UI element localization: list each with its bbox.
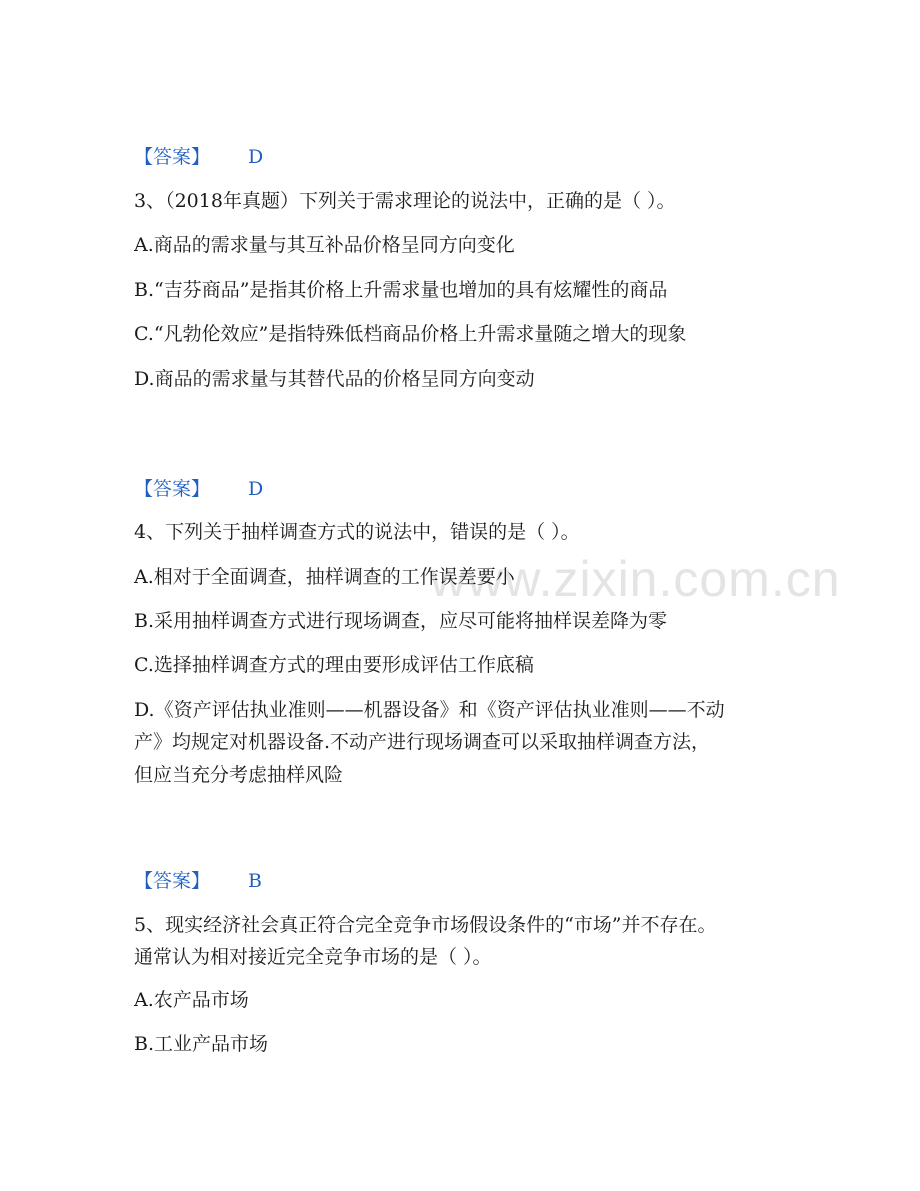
option-4b: B.采用抽样调查方式进行现场调查，应尽可能将抽样误差降为零	[134, 610, 668, 632]
question-3: 3、（2018年真题）下列关于需求理论的说法中，正确的是（ ）。	[134, 190, 676, 212]
option-3c: C.“凡勃伦效应”是指特殊低档商品价格上升需求量随之增大的现象	[134, 323, 687, 345]
question-4: 4、下列关于抽样调查方式的说法中，错误的是（ ）。	[134, 521, 580, 543]
answer-value: B	[248, 870, 262, 892]
watermark: www.zixin.com.cn	[430, 551, 841, 607]
option-3a: A.商品的需求量与其互补品价格呈同方向变化	[134, 234, 515, 256]
option-5b: B.工业产品市场	[134, 1033, 269, 1055]
question-5-line1: 5、现实经济社会真正符合完全竞争市场假设条件的“市场”并不存在。	[134, 914, 717, 936]
option-4d-line1: D.《资产评估执业准则——机器设备》和《资产评估执业准则——不动	[134, 699, 725, 721]
option-4d-line3: 但应当充分考虑抽样风险	[134, 764, 344, 786]
answer-2	[134, 478, 264, 500]
option-4c: C.选择抽样调查方式的理由要形成评估工作底稿	[134, 654, 534, 676]
answer-label: 【答案】	[134, 478, 211, 500]
answer-value: D	[248, 478, 264, 500]
answer-3	[134, 870, 262, 892]
answer-label: 【答案】	[134, 146, 211, 168]
option-4d-line2: 产》均规定对机器设备.不动产进行现场调查可以采取抽样调查方法，	[134, 731, 711, 753]
answer-1	[134, 146, 264, 168]
option-5a: A.农产品市场	[134, 989, 249, 1011]
question-5-line2: 通常认为相对接近完全竞争市场的是（ ）。	[134, 946, 492, 968]
option-3d: D.商品的需求量与其替代品的价格呈同方向变动	[134, 368, 535, 390]
option-4a: A.相对于全面调查，抽样调查的工作误差要小	[134, 566, 515, 588]
option-3b: B.“吉芬商品”是指其价格上升需求量也增加的具有炫耀性的商品	[134, 279, 668, 301]
answer-value: D	[248, 146, 264, 168]
answer-label: 【答案】	[134, 870, 211, 892]
